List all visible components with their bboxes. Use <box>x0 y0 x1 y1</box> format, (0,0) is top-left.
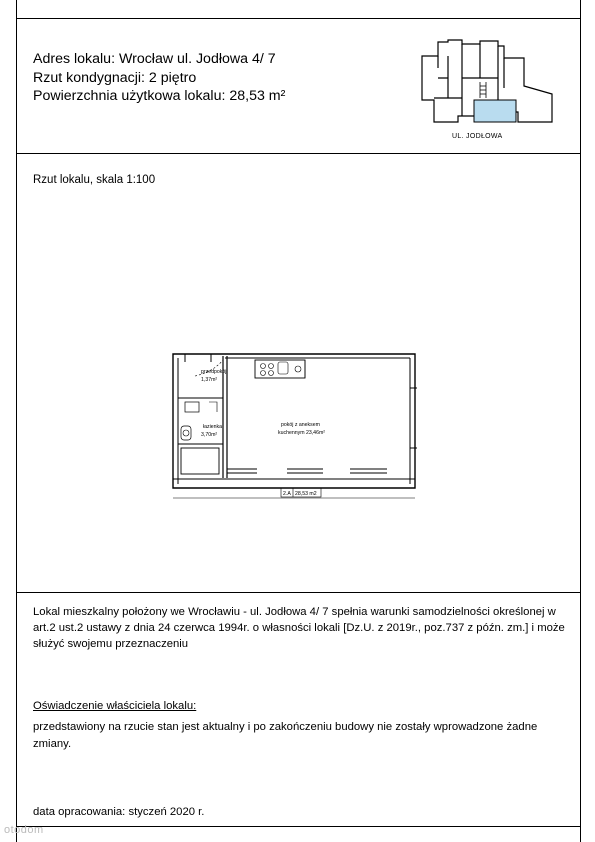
hall-label: przedpokój <box>201 369 227 375</box>
bath-label: łazienka <box>203 424 223 430</box>
floor-plan <box>165 348 425 503</box>
address-line: Adres lokalu: Wrocław ul. Jodłowa 4/ 7 <box>33 51 276 67</box>
area-line: Powierzchnia użytkowa lokalu: 28,53 m² <box>33 88 286 104</box>
owner-title: Oświadczenie właściciela lokalu: <box>33 700 197 712</box>
street-label: UL. JODŁOWA <box>452 133 503 140</box>
divider <box>16 18 581 19</box>
watermark: otodom <box>4 824 44 836</box>
bath-area: 3,70m² <box>201 432 218 438</box>
unit-area: 28,53 m2 <box>295 491 317 497</box>
statement-text: Lokal mieszkalny położony we Wrocławiu - ul. Jodłowa 4/ 7 spełnia warunki samodzielności określonej w art.2 ust.2 ustawy z dnia 24 czerwca 1994r. o własności lokali [Dz.U. z 2019r., poz.737 z późn. zm.] i może służyć swojemu przeznaczeniu <box>33 606 565 650</box>
plan-title: Rzut lokalu, skala 1:100 <box>33 174 156 186</box>
unit-highlight <box>474 100 516 122</box>
divider <box>16 153 581 154</box>
divider <box>16 592 581 593</box>
unit-tag: 2.A <box>283 491 291 497</box>
hall-area: 1,37m² <box>201 377 218 383</box>
floor-line: Rzut kondygnacji: 2 piętro <box>33 69 197 86</box>
header-block <box>33 50 285 106</box>
owner-text: przedstawiony na rzucie stan jest aktualny i po zakończeniu budowy nie zostały wprowadzone żadne zmiany. <box>33 721 538 750</box>
key-plan <box>418 38 554 128</box>
living-area: kuchennym 23,46m² <box>278 430 325 436</box>
date-line: data opracowania: styczeń 2020 r. <box>33 806 205 818</box>
divider <box>16 826 581 827</box>
living-label: pokój z aneksem <box>281 422 320 428</box>
